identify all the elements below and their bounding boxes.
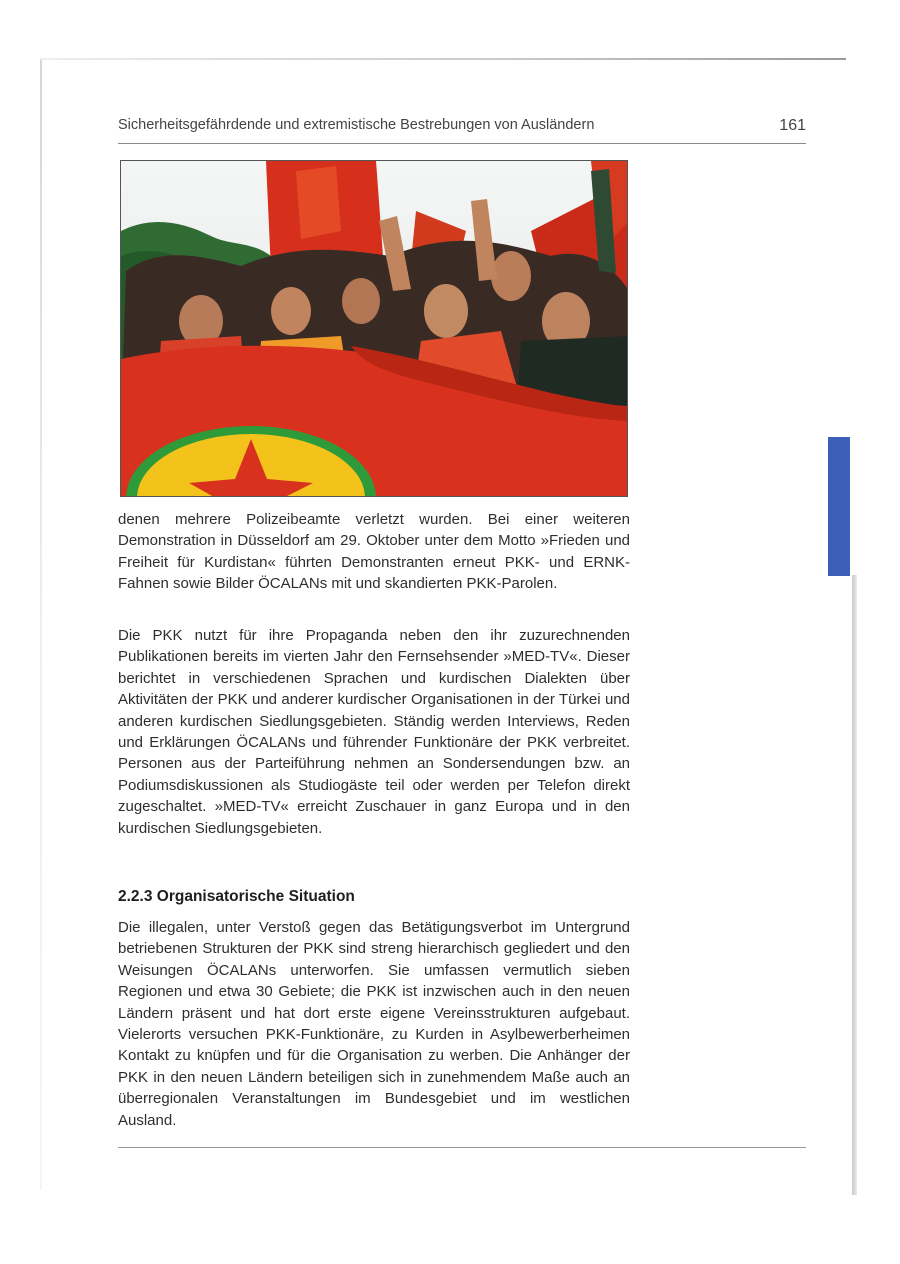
page-number: 161 bbox=[779, 117, 806, 134]
scan-border-right bbox=[852, 575, 857, 1195]
running-header bbox=[118, 117, 806, 137]
running-title: Sicherheitsgefährdende und extremistische Bestrebungen von Ausländern bbox=[118, 117, 595, 133]
header-rule bbox=[118, 143, 806, 144]
scan-border-top bbox=[40, 58, 846, 60]
chapter-tab-marker bbox=[828, 437, 850, 576]
section-heading: 2.2.3 Organisatorische Situation bbox=[118, 888, 355, 905]
scan-border-left bbox=[40, 60, 42, 1190]
paragraph-3 bbox=[118, 917, 630, 1131]
paragraph-1 bbox=[118, 509, 630, 595]
footer-rule bbox=[118, 1147, 806, 1148]
paragraph-2-text: Die PKK nutzt für ihre Propaganda neben den ihr zuzurechnenden Publikationen bereits im vierten Jahr den Fernsehsender »MED-TV«. Dieser berichtet in verschiedenen Sprachen und kurdischen Dialekten über Aktivitäten der PKK und anderer kurdischer Organisationen in der Türkei und anderen kurdischen Siedlungsgebieten. Ständig werden Interviews, Reden und Erklärungen ÖCALANs und führender Funktionäre der PKK verbreitet. Personen aus der Parteiführung nehmen an Sondersendungen bzw. an Podiumsdiskussionen als Studiogäste teil oder werden per Telefon direkt zugeschaltet. »MED-TV« erreicht Zuschauer in ganz Europa und in den kurdischen Siedlungsgebieten. bbox=[118, 627, 630, 837]
demonstration-photo bbox=[120, 160, 628, 497]
paragraph-2 bbox=[118, 625, 630, 839]
paragraph-3-text: Die illegalen, unter Verstoß gegen das Betätigungsverbot im Untergrund betriebenen Strukturen der PKK sind streng hierarchisch gegliedert und den Weisungen ÖCALANs unterworfen. Sie umfassen vermutlich sieben Regionen und etwa 30 Gebiete; die PKK ist inzwischen auch in den neuen Ländern präsent und hat dort erste eigene Vereinsstrukturen aufgebaut. Vielerorts versuchen PKK-Funktionäre, zu Kurden in Asylbewerberheimen Kontakt zu knüpfen und für die Organisation zu werben. Die Anhänger der PKK in den neuen Ländern beteiligen sich in zunehmendem Maße auch an überregionalen Veranstaltungen im Bundesgebiet und im westlichen Ausland. bbox=[118, 919, 630, 1129]
paragraph-1-text: denen mehrere Polizeibeamte verletzt wurden. Bei einer weiteren Demonstration in Düsseldorf am 29. Oktober unter dem Motto »Frieden und Freiheit für Kurdistan« führten Demonstranten erneut PKK- und ERNK-Fahnen sowie Bilder ÖCALANs mit und skandierten PKK-Parolen. bbox=[118, 511, 630, 593]
